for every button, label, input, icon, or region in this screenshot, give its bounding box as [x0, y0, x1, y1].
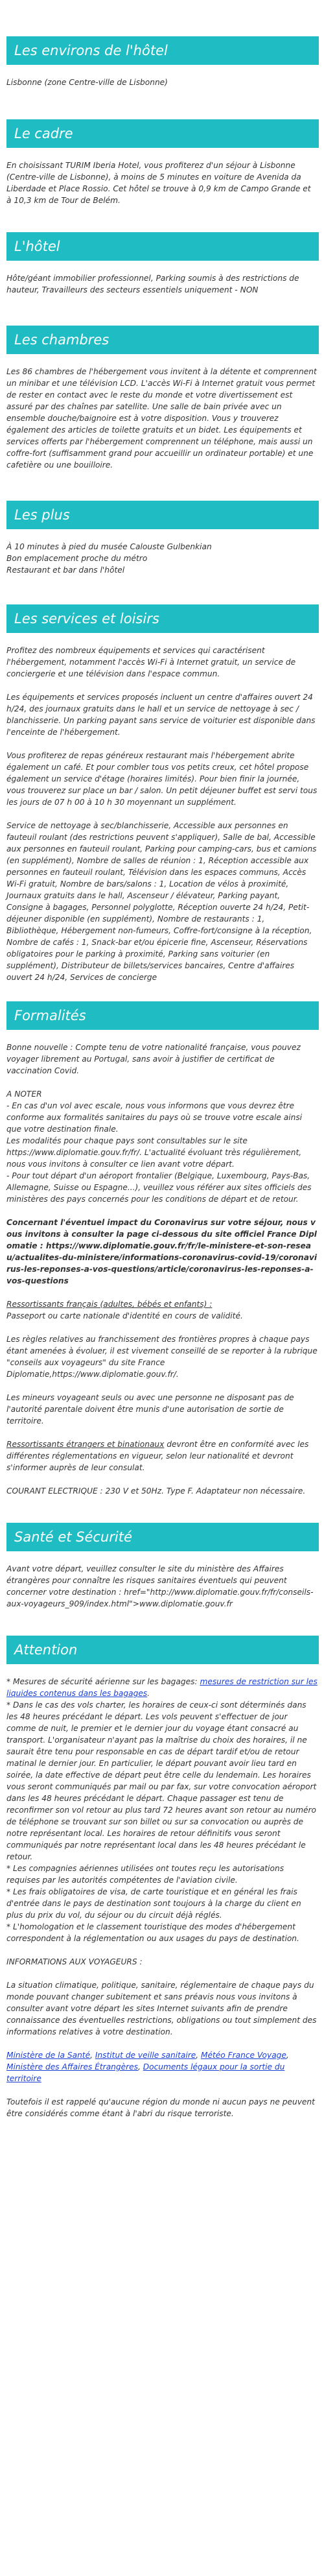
section-plus: [0, 501, 324, 604]
section-title-formalites: Formalités: [6, 1001, 319, 1030]
formalites-intro: Bonne nouvelle : Compte tenu de votre nationalité française, vous pouvez voyager librement au Portugal, sans avoir à justifier de certificat de vaccination Covid.: [6, 1043, 301, 1075]
attention-vols-charter: * Dans le cas des vols charter, les horaires de ceux-ci sont déterminés dans les 48 heures précédant le départ. Les vols peuvent s'effectuer de jour comme de nuit, le premier et le dernier jour du voyage étant consacré au transport. L'organisateur n'ayant pas la maîtrise du choix des horaires, il ne saurait être tenu pour responsable en cas de départ tardif et/ou de retour matinal le dernier jour. En particulier, le départ pouvant avoir lieu tard en soirée, la date effective de départ peut être celle du lendemain. Les horaires vous seront communiqués par mail ou par fax, sur votre convocation aéroport dans les 48 heures précédant le départ. Chaque passager est tenu de reconfirmer son vol retour au plus tard 72 heures avant son retour au numéro de téléphone se trouvant sur son billet ou sur sa convocation ou auprès de notre représentant local. Les horaires de retour définitifs vous seront communiqués par notre représentant local dans les 48 heures précédant le retour.: [6, 1700, 317, 1861]
courant-electrique: COURANT ELECTRIQUE : 230 V et 50Hz. Type F. Adaptateur non nécessaire.: [6, 1486, 306, 1496]
section-body-formalites: [0, 1030, 324, 1523]
chambres-text: Les 86 chambres de l'hébergement vous invitent à la détente et comprennent un minibar et une télévision LCD. L'accès Wi-Fi à Internet gratuit vous permet de rester en contact avec le reste du monde et votre divertissement est assuré par des chaînes par satellite. Une salle de bain privée avec un ensemble douche/baignoire est à votre disposition. Vous y trouverez également des articles de toilette gratuits et un bidet. Les équipements et services offerts par l'hébergement comprennent un téléphone, mais aussi un coffre-fort (suffisamment grand pour accueillir un ordinateur portable) et une cafetière ou une bouilloire.: [6, 367, 317, 470]
attention-compagnies: * Les compagnies aériennes utilisées ont toutes reçu les autorisations requises par les autorités compétentes de l'aviation civile.: [6, 1864, 284, 1885]
plus-item: Bon emplacement proche du métro: [6, 554, 148, 563]
section-body-cadre: [0, 148, 324, 232]
section-title-hotel: L'hôtel: [6, 232, 319, 261]
info-voyageurs-heading: INFORMATIONS AUX VOYAGEURS :: [6, 1957, 143, 1966]
section-body-sante: [0, 1551, 324, 1636]
section-title-services: Les services et loisirs: [6, 604, 319, 633]
ressortissants-etrangers-text: devront être en conformité avec les différentes réglementations en vigueur, selon leur nationalité et devront s'informer auprès de leur consulat.: [6, 1440, 309, 1472]
section-body-chambres: [0, 354, 324, 501]
section-attention: [0, 1636, 324, 2119]
plus-item: Restaurant et bar dans l'hôtel: [6, 566, 125, 575]
sante-text: Avant votre départ, veuillez consulter le site du ministère des Affaires étrangères pour connaître les risques sanitaires éventuels qui peuvent concerner votre destination : href="http://www.diplomatie.gouv.fr/fr/conseils-aux-voyageurs_909/index.html">www.diplomatie.gouv.fr: [6, 1564, 314, 1608]
regles-frontieres: Les règles relatives au franchissement des frontières propres à chaque pays étant amenées à évoluer, il est vivement conseillé de se reporter à la rubrique "conseils aux voyageurs" du site France Diplomatie,https://www.diplomatie.gouv.fr/.: [6, 1335, 318, 1379]
section-chambres: [0, 326, 324, 501]
environs-text: Lisbonne (zone Centre-ville de Lisbonne): [6, 78, 168, 87]
ressortissants-etrangers-title: Ressortissants étrangers et binationaux: [6, 1440, 165, 1449]
link-affaires-etrangeres[interactable]: Ministère des Affaires Étrangères: [6, 2062, 138, 2071]
section-services: [0, 604, 324, 1001]
coronavirus-notice: Concernant l'éventuel impact du Coronavirus sur votre séjour, nous vous invitons à consulter la page ci-dessous du site officiel France Diplomatie : https://www.diplomatie.gouv.fr/fr/le-ministere-et-son-reseau/actualites-du-ministere/informations-coronavirus-covid-19/coronavirus-les-reponses-a-vos-questions/article/coronavirus-les-reponses-a-vos-questions: [6, 1218, 318, 1285]
section-title-sante: Santé et Sécurité: [6, 1523, 319, 1551]
link-meteo-france[interactable]: Météo France Voyage: [201, 2051, 286, 2060]
hotel-text: Hôte/géant immobilier professionnel, Parking soumis à des restrictions de hauteur, Travailleurs des secteurs essentiels uniquement - NON: [6, 274, 299, 294]
info-links: Ministère de la Santé, Institut de veille sanitaire, Météo France Voyage, Ministère des Affaires Étrangères, Documents légaux pour la sortie du territoire: [6, 2051, 289, 2083]
attention-final: Toutefois il est rappelé qu'aucune région du monde ni aucun pays ne peuvent être considérés comme étant à l'abri du risque terroriste.: [6, 2097, 315, 2118]
attention-homologation: * L'homologation et le classement touristique des modes d'hébergement correspondent à la réglementation ou aux usages du pays de destination.: [6, 1922, 299, 1943]
attention-frais: * Les frais obligatoires de visa, de carte touristique et en général les frais d'entrée dans le pays de destination sont toujours à la charge du client en plus du prix du vol, du séjour ou du circuit déjà réglés.: [6, 1887, 301, 1920]
anoter-line: - Pour tout départ d'un aéroport frontalier (Belgique, Luxembourg, Pays-Bas, Allemagne, Suisse ou Espagne...), veuillez vous référer aux sites officiels des ministères des pays concernés pour les conditions de départ et de retour.: [6, 1171, 312, 1204]
anoter-line: Les modalités pour chaque pays sont consultables sur le site https://www.diplomatie.gouv.fr/fr/. L'actualité évoluant très régulièrement, nous vous invitons à consulter ce lien avant votre départ.: [6, 1136, 302, 1169]
section-body-hotel: [0, 261, 324, 326]
services-paragraph: Vous profiterez de repas généreux restaurant mais l'hébergement abrite également un café. Et pour combler tous vos petits creux, cet hôtel propose également un service d'étage (horaires limités). Pour bien finir la journée, vous trouverez sur place un bar / salon. Un petit déjeuner buffet est servi tous les jours de 07 h 00 à 10 h 30 moyennant un supplément.: [6, 751, 318, 807]
section-title-cadre: Le cadre: [6, 119, 319, 148]
attention-bagages: * Mesures de sécurité aérienne sur les bagages: mesures de restriction sur les liquides contenus dans les bagages.: [6, 1677, 318, 1698]
link-restriction-liquides[interactable]: mesures de restriction sur les liquides contenus dans les bagages: [6, 1677, 318, 1698]
anoter-heading: A NOTER: [6, 1090, 42, 1099]
section-title-chambres: Les chambres: [6, 326, 319, 354]
plus-item: À 10 minutes à pied du musée Calouste Gulbenkian: [6, 542, 212, 551]
services-paragraph: Service de nettoyage à sec/blanchisserie, Accessible aux personnes en fauteuil roulant (des restrictions peuvent s'appliquer), Salle de bal, Accessible aux personnes en fauteuil roulant, Parking pour camping-cars, bus et camions (en supplément), Nombre de salles de réunion : 1, Réception accessible aux personnes en fauteuil roulant, Télévision dans les espaces communs, Accès Wi-Fi gratuit, Nombre de bars/salons : 1, Location de vélos à proximité, Journaux gratuits dans le hall, Ascenseur / élévateur, Parking payant, Consigne à bagages, Personnel polyglotte, Réception ouverte 24 h/24, Petit-déjeuner disponible (en supplément), Nombre de restaurants : 1, Bibliothèque, Hébergement non-fumeurs, Coffre-fort/consigne à la réception, Nombre de cafés : 1, Snack-bar et/ou épicerie fine, Ascenseur, Réservations obligatoires pour le parking à proximité, Parking sans voiturier (en supplément), Distributeur de billets/services bancaires, Centre d'affaires ouvert 24 h/24, Services de concierge: [6, 821, 317, 982]
section-body-services: [0, 633, 324, 1001]
section-cadre: [0, 119, 324, 232]
ressortissants-francais-text: Passeport ou carte nationale d'identité en cours de validité.: [6, 1311, 243, 1320]
ressortissants-francais-title: Ressortissants français (adultes, bébés et enfants) :: [6, 1300, 213, 1309]
link-documents-legaux[interactable]: Documents légaux pour la sortie du territoire: [6, 2062, 285, 2083]
section-title-environs: Les environs de l'hôtel: [6, 36, 319, 65]
link-institut-veille[interactable]: Institut de veille sanitaire: [95, 2051, 196, 2060]
mineurs-text: Les mineurs voyageant seuls ou avec une personne ne disposant pas de l'autorité parentale doivent être munis d'une autorisation de sortie de territoire.: [6, 1393, 294, 1425]
cadre-text: En choisissant TURIM Iberia Hotel, vous profiterez d'un séjour à Lisbonne (Centre-ville de Lisbonne), à moins de 5 minutes en voiture de Avenida da Liberdade et Place Rossio. Cet hôtel se trouve à 0,9 km de Campo Grande et à 10,3 km de Tour de Belém.: [6, 161, 311, 205]
services-paragraph: Les équipements et services proposés incluent un centre d'affaires ouvert 24 h/24, des journaux gratuits dans le hall et un service de nettoyage à sec / blanchisserie. Un parking payant sans service de voiturier est disponible dans l'enceinte de l'hébergement.: [6, 693, 316, 737]
section-formalites: [0, 1001, 324, 1523]
ressortissants-etrangers: [6, 1438, 318, 1473]
services-paragraph: Profitez des nombreux équipements et services qui caractérisent l'hébergement, notamment l'accès Wi-Fi à Internet gratuit, un service de conciergerie et une télévision dans l'espace commun.: [6, 646, 296, 678]
section-body-plus: [0, 529, 324, 604]
anoter-line: - En cas d'un vol avec escale, nous vous informons que vous devrez être conforme aux formalités sanitaires du pays où se trouve votre escale ainsi que votre destination finale.: [6, 1101, 303, 1134]
section-title-plus: Les plus: [6, 501, 319, 529]
section-environs: [0, 36, 324, 119]
section-body-environs: [0, 65, 324, 119]
section-sante: [0, 1523, 324, 1636]
info-voyageurs-text: La situation climatique, politique, sanitaire, réglementaire de chaque pays du monde pouvant changer subitement et sans préavis nous vous invitons à consulter avant votre départ les sites Internet suivants afin de prendre connaissance des éventuelles restrictions, obligations ou tout simplement des informations relatives à votre destination.: [6, 1981, 317, 2036]
section-body-attention: [0, 1664, 324, 2119]
section-hotel: [0, 232, 324, 326]
link-ministere-sante[interactable]: Ministère de la Santé: [6, 2051, 91, 2060]
section-title-attention: Attention: [6, 1636, 319, 1664]
